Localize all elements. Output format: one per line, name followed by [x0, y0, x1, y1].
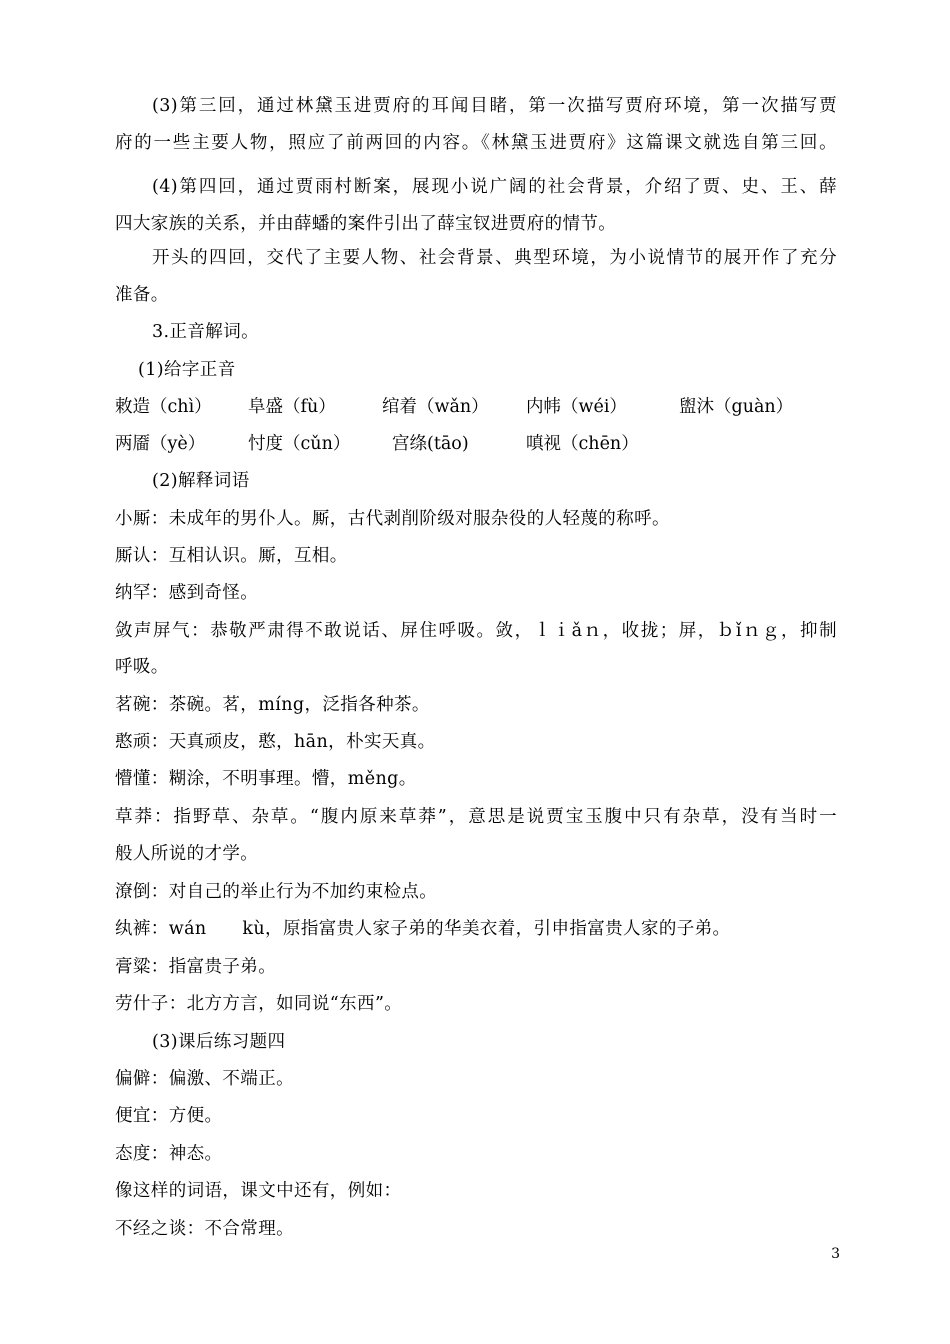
definition-line: 纨裤：wán kù，原指富贵人家子弟的华美衣着，引申指富贵人家的子弟。 — [115, 919, 731, 939]
pinyin-item: 忖度（cǔn） — [248, 434, 351, 454]
page-number: 3 — [831, 1246, 840, 1262]
definition-line: 憨顽：天真顽皮，憨，hān，朴实天真。 — [115, 732, 436, 752]
paragraph-4-line-1: (4)第四回，通过贾雨村断案，展现小说广阔的社会背景，介绍了贾、史、王、薛 — [152, 177, 837, 197]
subsection-2-heading: (2)解释词语 — [152, 471, 250, 491]
pinyin-item: 两靥（yè） — [115, 434, 206, 454]
pinyin-item: 敕造（chì） — [115, 397, 212, 417]
definition-line: 般人所说的才学。 — [115, 844, 259, 864]
definition-line: 呼吸。 — [115, 657, 169, 677]
summary-line-1: 开头的四回，交代了主要人物、社会背景、典型环境，为小说情节的展开作了充分 — [152, 248, 837, 268]
pinyin-item: 绾着（wǎn） — [382, 397, 489, 417]
definition-line: 厮认：互相认识。厮，互相。 — [115, 546, 348, 566]
pinyin-item: 宫绦(tāo) — [392, 434, 469, 454]
paragraph-3-line-1: (3)第三回，通过林黛玉进贾府的耳闻目睹，第一次描写贾府环境，第一次描写贾 — [152, 96, 837, 116]
exercise-line: 偏僻：偏激、不端正。 — [115, 1069, 294, 1089]
definition-line: 懵懂：糊涂，不明事理。懵，měng。 — [115, 769, 417, 789]
definition-line: 草莽：指野草、杂草。“腹内原来草莽”，意思是说贾宝玉腹中只有杂草，没有当时一 — [115, 807, 837, 827]
paragraph-3-line-2: 府的一些主要人物，照应了前两回的内容。《林黛玉进贾府》这篇课文就选自第三回。 — [115, 133, 837, 153]
exercise-line: 态度：神态。 — [115, 1144, 223, 1164]
exercise-line: 不经之谈：不合常理。 — [115, 1219, 294, 1239]
definition-line: 茗碗：茶碗。茗，míng，泛指各种茶。 — [115, 695, 430, 715]
definition-line: 纳罕：感到奇怪。 — [115, 583, 259, 603]
subsection-3-heading: (3)课后练习题四 — [152, 1032, 286, 1052]
subsection-1-heading: (1)给字正音 — [138, 360, 236, 380]
definition-line: 潦倒：对自己的举止行为不加约束检点。 — [115, 882, 438, 902]
definition-line: 膏粱：指富贵子弟。 — [115, 957, 277, 977]
definition-line: 劳什子：北方方言，如同说“东西”。 — [115, 994, 403, 1014]
exercise-line: 便宜：方便。 — [115, 1106, 223, 1126]
pinyin-item: 内帏（wéi） — [526, 397, 627, 417]
paragraph-4-line-2: 四大家族的关系，并由薛蟠的案件引出了薛宝钗进贾府的情节。 — [115, 214, 617, 234]
pinyin-item: 盥沐（guàn） — [679, 397, 794, 417]
pinyin-item: 嗔视（chēn） — [526, 434, 639, 454]
definition-line: 小厮：未成年的男仆人。厮，古代剥削阶级对服杂役的人轻蔑的称呼。 — [115, 509, 670, 529]
exercise-line: 像这样的词语，课文中还有，例如： — [115, 1181, 402, 1201]
pinyin-item: 阜盛（fù） — [248, 397, 336, 417]
definition-line: 敛声屏气：恭敬严肃得不敢说话、屏住呼吸。敛，ｌｉǎｎ，收拢；屏，ｂǐｎｇ，抑制 — [115, 621, 837, 641]
summary-line-2: 准备。 — [115, 285, 169, 305]
section-heading: 3.正音解词。 — [152, 322, 259, 342]
